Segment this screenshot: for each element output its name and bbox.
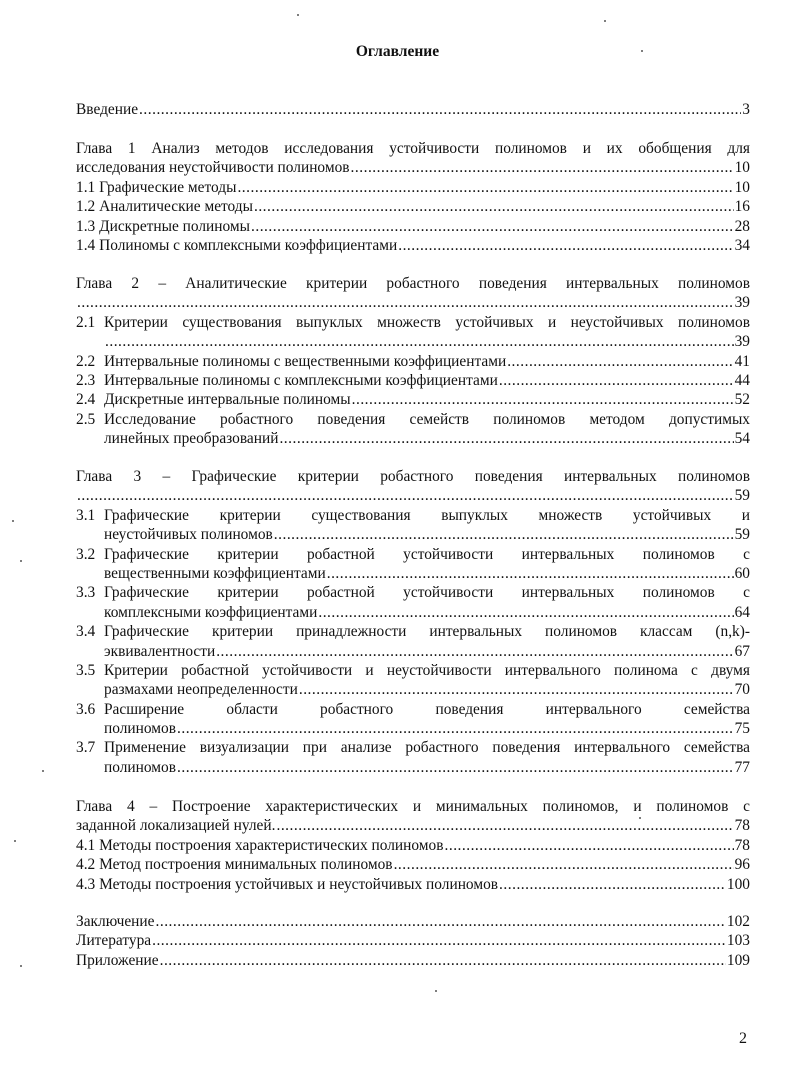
section-number: 2.2: [76, 352, 96, 370]
toc-section: [76, 313, 750, 352]
toc-section: [76, 661, 750, 700]
dot-leader: [251, 217, 734, 236]
toc-entry-label: Введение: [76, 101, 139, 118]
toc-entry-page: 96: [734, 856, 750, 874]
toc-entry: [76, 486, 750, 505]
scan-speck: [604, 20, 606, 22]
toc-entry-page: 70: [734, 681, 750, 699]
toc-entry-label: 1.3 Дискретные полиномы: [76, 217, 251, 235]
dot-leader: [216, 642, 733, 661]
section-number: 3.2: [76, 545, 96, 563]
toc-entry: [76, 931, 750, 950]
toc-entry: [76, 197, 750, 216]
page-number: 2: [739, 1030, 747, 1047]
section-title-line: Графические критерии существования выпуклых множеств устойчивых и: [104, 506, 750, 524]
toc-section: [76, 371, 750, 390]
scan-speck: [639, 817, 641, 819]
dot-leader: [139, 100, 741, 119]
dot-leader: [177, 719, 734, 738]
chapter-heading-line: Глава 3 – Графические критерии робастного поведения интервальных полиномов: [76, 468, 750, 485]
dot-leader: [352, 390, 734, 409]
toc-entry-label: Заключение: [76, 913, 155, 930]
section-title-line: полиномов: [104, 758, 176, 776]
toc-entry: [104, 525, 750, 544]
section-title-line: Графические критерии принадлежности интервальных полиномов классам (n,k)-: [104, 623, 750, 641]
toc-entry: [104, 371, 750, 390]
toc-entry: [104, 719, 750, 738]
toc-entry-page: 52: [734, 391, 750, 409]
dot-leader: [177, 758, 734, 777]
toc-end-matter: [76, 912, 750, 970]
toc-entry-label: 4.3 Методы построения устойчивых и неустойчивых полиномов: [76, 875, 499, 893]
toc-entry: [76, 912, 750, 931]
toc-entry-label: Дискретные интервальные полиномы: [104, 391, 351, 409]
section-title-line: Расширение области робастного поведения интервального семейства: [104, 700, 750, 718]
scan-speck: [12, 520, 14, 522]
toc-entry-label: 1.2 Аналитические методы: [76, 198, 253, 216]
dot-leader: [156, 912, 726, 931]
dot-leader: [499, 875, 726, 894]
section-title-line: размахами неопределенности: [104, 681, 298, 699]
scan-speck: [20, 965, 22, 967]
dot-leader: [160, 951, 726, 970]
dot-leader: [274, 525, 734, 544]
toc-entry-page: 60: [734, 564, 750, 582]
toc-entry-page: 39: [734, 333, 750, 351]
toc-entry: [76, 293, 750, 312]
toc-entry-page: 3: [742, 101, 750, 118]
section-title-line: Критерии робастной устойчивости и неустойчивости интервального полинома с двумя: [104, 661, 750, 679]
dot-leader: [499, 371, 734, 390]
dot-leader: [394, 855, 734, 874]
toc-entry: [76, 100, 750, 119]
toc-entry-page: 59: [734, 526, 750, 544]
toc-entry-label: Интервальные полиномы с вещественными коэффициентами: [104, 352, 507, 370]
section-title-line: комплексными коэффициентами: [104, 603, 318, 621]
section-title-line: Критерии существования выпуклых множеств устойчивых и неустойчивых полиномов: [104, 313, 750, 331]
section-number: 2.3: [76, 371, 96, 389]
toc-entry: [104, 642, 750, 661]
toc-entry-label: 1.4 Полиномы с комплексными коэффициентами: [76, 236, 398, 254]
section-number: 2.5: [76, 410, 96, 428]
toc-section: [76, 700, 750, 739]
toc-entry: [104, 352, 750, 371]
toc-entry-label: 1.1 Графические методы: [76, 178, 237, 196]
toc-entry: [76, 178, 750, 197]
dot-leader: [507, 352, 733, 371]
section-title-line: линейных преобразований: [104, 430, 279, 448]
dot-leader: [77, 293, 734, 312]
toc-entry: [76, 217, 750, 236]
toc-section: [76, 390, 750, 409]
section-title-line: Графические критерии робастной устойчивости интервальных полиномов с: [104, 545, 750, 563]
toc-entry-page: 10: [734, 178, 750, 196]
toc-entry-page: 44: [734, 371, 750, 389]
toc-entry: [104, 564, 750, 583]
dot-leader: [105, 332, 734, 351]
toc-entry: [76, 875, 750, 894]
toc-entry-label: Приложение: [76, 951, 159, 969]
toc-entry: [104, 680, 750, 699]
toc-chapter-4: [76, 797, 750, 894]
toc-entry-page: 67: [734, 642, 750, 660]
toc-entry-page: 59: [734, 487, 750, 505]
section-title-line: Исследование робастного поведения семейств полиномов методом допустимых: [104, 410, 750, 428]
toc-section: [76, 410, 750, 449]
dot-leader: [445, 836, 734, 855]
section-number: 2.4: [76, 391, 96, 409]
toc-entry-page: 102: [726, 913, 750, 930]
toc-entry: [76, 236, 750, 255]
dot-leader: [398, 236, 733, 255]
dot-leader: [279, 429, 733, 448]
toc-entry: [76, 816, 750, 835]
toc-entry-page: 16: [734, 198, 750, 216]
toc-entry-page: 64: [734, 603, 750, 621]
dot-leader: [299, 680, 734, 699]
dot-leader: [152, 931, 726, 950]
dot-leader: [237, 178, 733, 197]
dot-leader: [276, 816, 733, 835]
toc-section: [76, 545, 750, 584]
toc-entry: [76, 836, 750, 855]
toc-entry-page: 28: [734, 217, 750, 235]
section-number: 3.1: [76, 506, 96, 524]
section-number: 3.4: [76, 623, 96, 641]
section-number: 2.1: [76, 313, 96, 331]
toc-section: [76, 506, 750, 545]
chapter-heading-line: исследования неустойчивости полиномов: [76, 159, 350, 177]
section-title-line: Графические критерии робастной устойчивости интервальных полиномов с: [104, 584, 750, 602]
toc-chapter-1: [76, 139, 750, 255]
chapter-heading-line: Глава 4 – Построение характеристических и минимальных полиномов, и полиномов с: [76, 798, 750, 815]
section-title-line: вещественными коэффициентами: [104, 564, 326, 582]
toc-entry-page: 41: [734, 352, 750, 370]
chapter-heading-line: заданной локализацией нулей.: [76, 817, 276, 835]
toc-section: [76, 352, 750, 371]
toc-entry-page: 34: [734, 236, 750, 254]
toc-entry: [76, 855, 750, 874]
toc-section: [76, 583, 750, 622]
scan-speck: [42, 770, 44, 772]
toc-entry-label: 4.2 Метод построения минимальных полиномов: [76, 856, 393, 874]
section-title-line: полиномов: [104, 720, 176, 738]
toc-entry: [76, 158, 750, 177]
dot-leader: [327, 564, 734, 583]
dot-leader: [351, 158, 734, 177]
toc-entry-page: 54: [734, 430, 750, 448]
page-title: Оглавление: [355, 43, 440, 60]
toc-section: [76, 738, 750, 777]
dot-leader: [254, 197, 734, 216]
toc-entry-label: Интервальные полиномы с комплексными коэффициентами: [104, 371, 498, 389]
toc-entry: [104, 603, 750, 622]
toc-entry-page: 78: [734, 836, 750, 854]
toc-intro: [76, 100, 750, 119]
toc-entry-page: 75: [734, 720, 750, 738]
section-number: 3.7: [76, 739, 96, 757]
toc-section: [76, 622, 750, 661]
section-title-line: Применение визуализации при анализе робастного поведения интервального семейства: [104, 739, 750, 757]
toc-entry: [104, 758, 750, 777]
toc-entry-page: 77: [734, 758, 750, 776]
section-title-line: неустойчивых полиномов: [104, 526, 273, 544]
chapter-heading-line: Глава 1 Анализ методов исследования устойчивости полиномов и их обобщения для: [76, 140, 750, 157]
scan-speck: [297, 14, 299, 16]
section-title-line: эквивалентности: [104, 642, 216, 660]
toc-entry-label: 4.1 Методы построения характеристических полиномов: [76, 836, 444, 854]
scan-speck: [641, 50, 643, 52]
scan-speck: [435, 990, 437, 992]
section-number: 3.6: [76, 700, 96, 718]
dot-leader: [318, 603, 733, 622]
section-number: 3.5: [76, 661, 96, 679]
toc-entry-label: Литература: [76, 932, 152, 950]
toc-entry-page: 39: [734, 294, 750, 312]
section-number: 3.3: [76, 584, 96, 602]
toc-entry-page: 10: [734, 159, 750, 177]
scan-speck: [20, 560, 22, 562]
scan-speck: [14, 840, 16, 842]
toc-entry: [104, 429, 750, 448]
toc-entry-page: 78: [734, 817, 750, 835]
dot-leader: [77, 486, 734, 505]
toc-chapter-2: [76, 274, 750, 449]
toc-entry: [76, 951, 750, 970]
toc-entry: [104, 390, 750, 409]
chapter-heading-line: Глава 2 – Аналитические критерии робастного поведения интервальных полиномов: [76, 275, 750, 292]
toc-chapter-3: [76, 467, 750, 777]
toc-entry-page: 100: [726, 875, 750, 893]
toc-entry-page: 109: [726, 951, 750, 969]
toc-entry: [104, 332, 750, 351]
toc-entry-page: 103: [726, 932, 750, 950]
